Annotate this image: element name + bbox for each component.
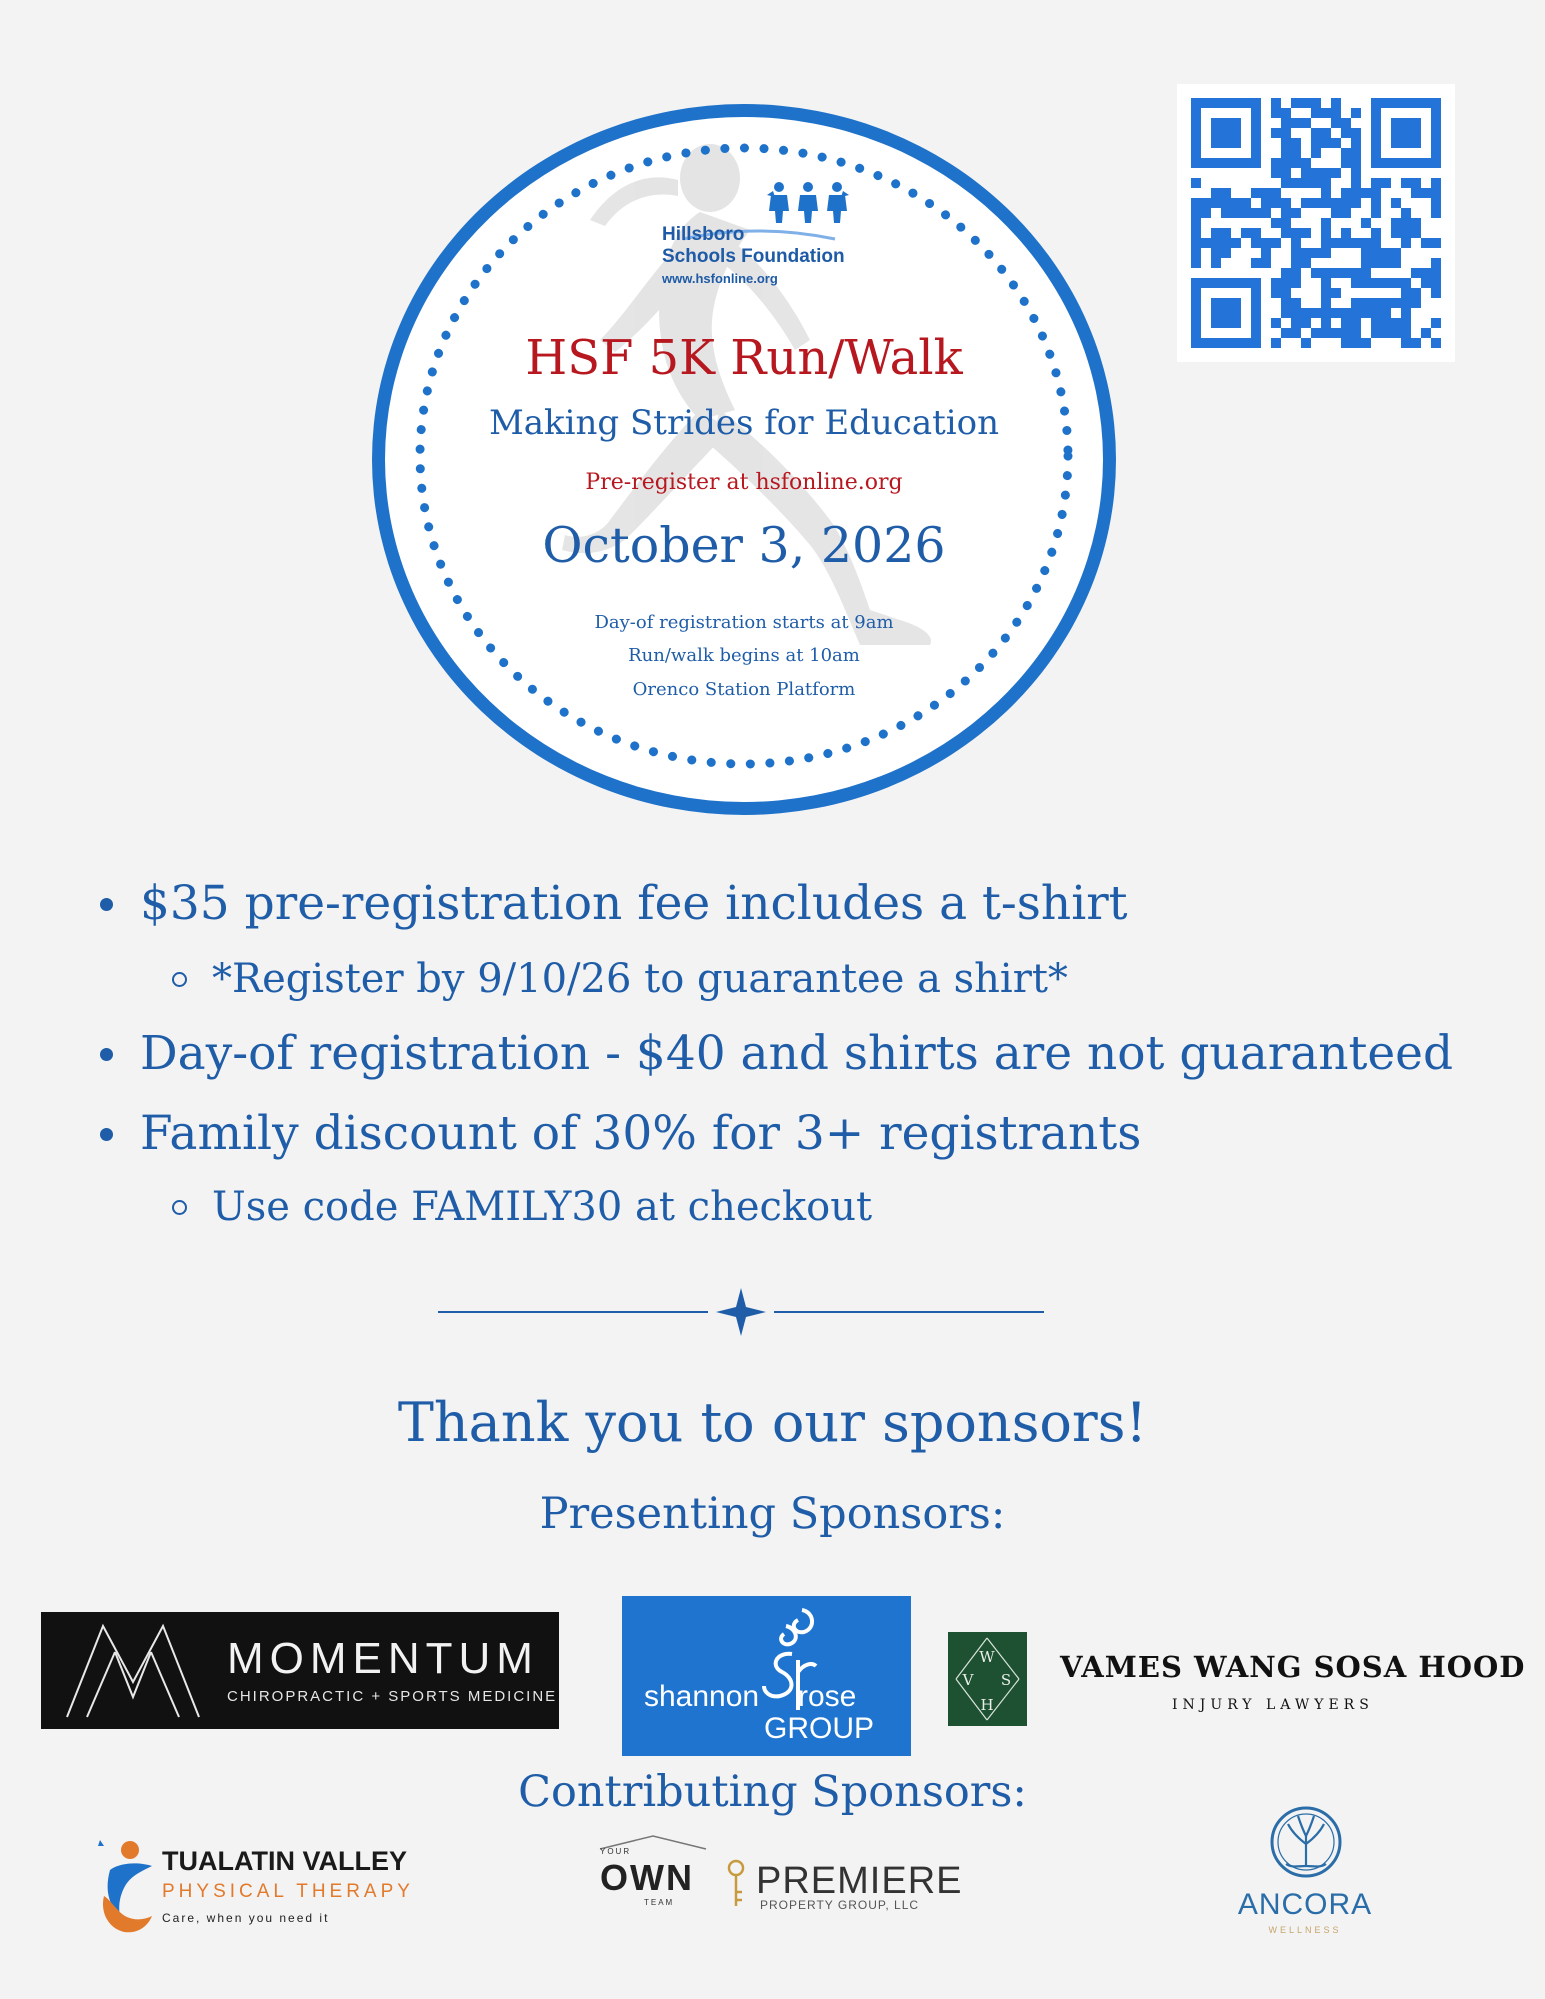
svg-text:V: V [962,1671,974,1689]
subbullet-register-by [212,954,1068,1004]
premiere-name: PREMIERE [756,1860,963,1902]
subbullet-ring [172,972,187,987]
bullet-preregistration-fee [140,874,1128,934]
contributing-sponsors-heading: Contributing Sponsors: [518,1767,1027,1817]
vwsh-monogram [948,1632,1027,1726]
subbullet-discount-code [212,1182,872,1232]
ancora-tree-icon [1268,1800,1344,1884]
momentum-m-icon [63,1622,203,1719]
diamond-divider-icon [436,1286,1046,1338]
key-icon [724,1858,748,1910]
own-your-text: YOUR [600,1847,632,1856]
subbullet-text: *Register by 9/10/26 to guarantee a shirt* [212,956,1068,1002]
bullet-family-discount [140,1104,1141,1164]
vwsh-tagline: INJURY LAWYERS [1172,1697,1374,1713]
tualatin-tagline: Care, when you need it [162,1911,330,1925]
bullet-dot [100,1048,113,1061]
svg-text:S: S [1000,1671,1012,1689]
qr-code-icon [1177,84,1455,362]
vwsh-firm-name: VAMES WANG SOSA HOOD [1060,1650,1526,1684]
tualatin-figure-icon [90,1836,162,1936]
hsf-org-line2: Schools Foundation [662,246,845,267]
shannon-word: shannon [644,1680,760,1713]
event-subtitle: Making Strides for Education [488,403,1000,443]
event-title: HSF 5K Run/Walk [525,330,963,386]
momentum-name: MOMENTUM [227,1634,539,1683]
shannon-rose-logo [622,1596,911,1756]
vwsh-monogram-icon [948,1632,1027,1726]
qr-code[interactable] [1177,84,1455,362]
presenting-sponsors-heading: Presenting Sponsors: [539,1489,1006,1539]
hsf-org-line1: Hillsboro [662,224,745,245]
event-date: October 3, 2026 [542,517,946,574]
bullet-text: Day-of registration - $40 and shirts are not guaranteed [140,1026,1454,1081]
rose-word: rose [798,1680,857,1713]
hsf-url: www.hsfonline.org [662,271,778,286]
bullet-text: $35 pre-registration fee includes a t-shirt [140,876,1128,931]
premiere-subtitle: PROPERTY GROUP, LLC [760,1898,920,1912]
preregister-link-text: Pre-register at hsfonline.org [585,470,903,495]
svg-text:H: H [980,1696,994,1714]
detail-registration-time: Day-of registration starts at 9am [594,612,894,633]
bullet-dot [100,1128,113,1141]
bullet-dot [100,898,113,911]
detail-location: Orenco Station Platform [632,679,856,700]
sponsors-thanks: Thank you to our sponsors! [397,1391,1148,1454]
ancora-subtitle: WELLNESS [1268,1925,1342,1935]
momentum-logo [41,1612,559,1729]
group-word: GROUP [764,1712,875,1745]
tualatin-physical-therapy: PHYSICAL THERAPY [162,1881,414,1902]
bullet-text: Family discount of 30% for 3+ registrants [140,1106,1142,1161]
detail-start-time: Run/walk begins at 10am [628,645,860,666]
hsf-people-icon [765,181,851,225]
ancora-name: ANCORA [1237,1888,1373,1921]
momentum-tagline: CHIROPRACTIC + SPORTS MEDICINE [227,1688,558,1705]
svg-text:W: W [979,1648,995,1666]
bullet-day-of-registration [140,1024,1453,1084]
subbullet-text: Use code FAMILY30 at checkout [212,1184,873,1230]
own-team-text: TEAM [644,1898,675,1907]
subbullet-ring [172,1200,187,1215]
own-word: OWN [600,1857,694,1898]
tualatin-name: TUALATIN VALLEY [162,1846,407,1876]
